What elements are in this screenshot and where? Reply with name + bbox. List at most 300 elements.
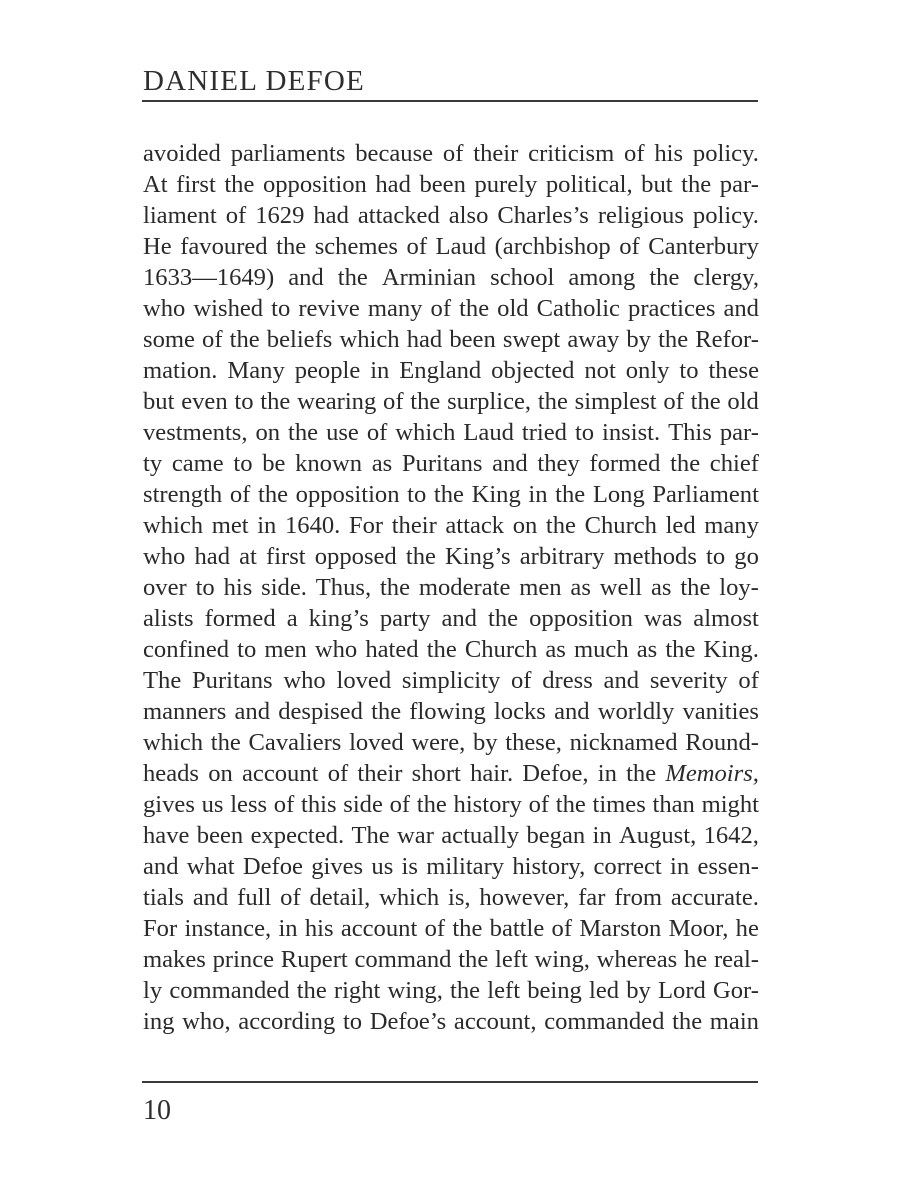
word: short: [411, 760, 461, 787]
word: had: [194, 543, 230, 570]
word: schemes: [314, 233, 399, 260]
word: men: [519, 574, 562, 601]
word: and: [492, 450, 528, 477]
word: Laud: [463, 419, 514, 446]
word: policy.: [692, 140, 759, 167]
word: of: [430, 295, 452, 322]
word: formed: [589, 450, 661, 477]
word: the: [537, 388, 568, 415]
word: who,: [182, 1008, 231, 1035]
text-line: [143, 603, 759, 634]
word: of: [327, 760, 349, 787]
word: surplice,: [447, 388, 532, 415]
word: men: [264, 636, 307, 663]
word: as: [545, 636, 566, 663]
page-number: 10: [143, 1095, 171, 1126]
word: real-: [713, 946, 759, 973]
word: history,: [512, 853, 586, 880]
word: For: [348, 512, 384, 539]
word: Church: [464, 636, 538, 663]
word: been: [196, 822, 244, 849]
word: from: [614, 884, 663, 911]
word: Laud: [435, 233, 487, 260]
word: Many: [227, 357, 285, 384]
text-line: [143, 355, 759, 386]
text-line: [143, 386, 759, 417]
word: of: [406, 233, 428, 260]
word: attack: [445, 512, 505, 539]
word: old: [727, 388, 759, 415]
word: the: [626, 760, 657, 787]
word: He: [143, 233, 172, 260]
word: even: [181, 388, 228, 415]
word: left: [495, 946, 528, 973]
word: the: [224, 171, 255, 198]
word: Catholic: [536, 295, 620, 322]
word: the: [210, 729, 241, 756]
word: the: [276, 233, 307, 260]
word: and: [192, 884, 229, 911]
word: on: [208, 760, 233, 787]
word: the: [379, 574, 410, 601]
word: have: [143, 822, 190, 849]
word: political,: [545, 171, 633, 198]
word: the: [658, 326, 689, 353]
word: vestments,: [143, 419, 248, 446]
word: was: [644, 605, 683, 632]
word: account: [340, 915, 418, 942]
word: ty: [143, 450, 163, 477]
word: alists: [143, 605, 194, 632]
word: side: [343, 791, 383, 818]
word: battle: [489, 915, 545, 942]
word: Moor,: [668, 915, 729, 942]
word: Cavaliers: [248, 729, 342, 756]
word: King.: [703, 636, 759, 663]
word: came: [171, 450, 224, 477]
word: in: [597, 760, 617, 787]
word: of: [442, 140, 464, 167]
word: the: [405, 543, 436, 570]
text-line: [143, 975, 759, 1006]
word: simplest: [574, 388, 657, 415]
word: met: [211, 512, 249, 539]
word: opposition: [529, 605, 633, 632]
word: many: [367, 295, 423, 322]
word: Memoirs,: [665, 760, 759, 787]
word: Thus,: [315, 574, 372, 601]
word: war: [397, 822, 434, 849]
word: of: [202, 326, 223, 353]
word: For: [143, 915, 178, 942]
word: detail,: [309, 884, 371, 911]
word: party: [379, 605, 431, 632]
word: wing,: [534, 946, 590, 973]
word: which: [379, 884, 440, 911]
word: their: [357, 760, 403, 787]
word: moderate: [418, 574, 511, 601]
word: of: [383, 388, 404, 415]
word: of: [424, 915, 446, 942]
word: par-: [719, 171, 759, 198]
word: Lord: [658, 977, 706, 1004]
word: and: [234, 698, 271, 725]
word: Marston: [579, 915, 662, 942]
word: hair.: [470, 760, 514, 787]
word: the: [416, 791, 447, 818]
word: and: [288, 264, 324, 291]
word: to: [342, 1008, 363, 1035]
word: in: [670, 853, 690, 880]
word: history: [453, 791, 522, 818]
word: Canterbury: [648, 233, 759, 260]
word: which: [143, 729, 204, 756]
word: also: [448, 202, 489, 229]
word: instance,: [184, 915, 272, 942]
word: whereas: [596, 946, 678, 973]
word: among: [568, 264, 636, 291]
word: had: [375, 171, 411, 198]
word: and: [441, 605, 477, 632]
word: as: [371, 450, 393, 477]
word: the: [680, 574, 711, 601]
text-line: [143, 665, 759, 696]
word: by: [472, 729, 498, 756]
word: and: [143, 853, 179, 880]
word: the: [670, 450, 701, 477]
word: Defoe’s: [369, 1008, 447, 1035]
word: this: [301, 791, 337, 818]
word: dress: [542, 667, 593, 694]
word: us: [201, 791, 224, 818]
word: to: [706, 543, 726, 570]
word: of: [273, 791, 295, 818]
word: of: [528, 791, 550, 818]
word: is: [401, 853, 418, 880]
word: Gor-: [713, 977, 759, 1004]
word: 1640.: [284, 512, 341, 539]
word: first: [266, 543, 306, 570]
word: (archbishop: [494, 233, 611, 260]
word: these,: [505, 729, 562, 756]
word: and: [603, 667, 640, 694]
word: the: [690, 388, 721, 415]
word: he: [683, 946, 708, 973]
word: away: [567, 326, 620, 353]
word: This: [668, 419, 712, 446]
word: manners: [143, 698, 227, 725]
word: the: [555, 481, 586, 508]
word: hated: [365, 636, 419, 663]
word: but: [143, 388, 175, 415]
word: account: [242, 760, 319, 787]
word: the: [681, 171, 712, 198]
word: objected: [491, 357, 575, 384]
word: began: [526, 822, 586, 849]
word: in: [528, 481, 548, 508]
word: school: [490, 264, 555, 291]
word: right: [333, 977, 381, 1004]
word: the: [555, 791, 586, 818]
word: left: [487, 977, 521, 1004]
word: than: [652, 791, 695, 818]
word: purely: [474, 171, 538, 198]
word: far: [578, 884, 606, 911]
word: according: [238, 1008, 336, 1035]
word: practices: [628, 295, 716, 322]
word: to: [234, 388, 254, 415]
word: prince: [212, 946, 275, 973]
word: much: [573, 636, 629, 663]
word: Puritans: [192, 667, 273, 694]
word: king’s: [308, 605, 369, 632]
header-rule: [142, 100, 758, 102]
word: his: [654, 140, 684, 167]
word: tried: [521, 419, 567, 446]
word: worldly: [597, 698, 675, 725]
word: formed: [204, 605, 276, 632]
word: 1633—1649): [143, 264, 275, 291]
text-line: [143, 820, 759, 851]
word: the: [426, 636, 457, 663]
word: as: [570, 574, 591, 601]
text-line: [143, 479, 759, 510]
word: clergy,: [693, 264, 759, 291]
text-line: [143, 727, 759, 758]
word: the: [337, 264, 368, 291]
word: The: [143, 667, 182, 694]
word: flowing: [409, 698, 486, 725]
word: the: [260, 388, 291, 415]
word: of: [225, 202, 247, 229]
word: of: [624, 140, 645, 167]
word: the: [257, 481, 289, 508]
text-line: [143, 510, 759, 541]
word: expected.: [250, 822, 345, 849]
word: par-: [719, 419, 759, 446]
word: their: [473, 140, 519, 167]
word: to: [195, 574, 215, 601]
word: opposition: [262, 171, 367, 198]
word: been: [449, 326, 496, 353]
word: as: [636, 636, 658, 663]
body-text: [143, 138, 759, 1037]
word: The: [351, 822, 390, 849]
word: Arminian: [381, 264, 477, 291]
word: insist.: [602, 419, 661, 446]
word: the: [229, 326, 260, 353]
word: is,: [448, 884, 471, 911]
word: loved: [349, 729, 404, 756]
word: Puritans: [401, 450, 483, 477]
word: their: [391, 512, 437, 539]
word: methods: [613, 543, 697, 570]
word: in: [278, 915, 298, 942]
word: commanded: [169, 977, 290, 1004]
word: the: [665, 636, 696, 663]
text-line: [143, 293, 759, 324]
word: not: [584, 357, 616, 384]
word: of: [551, 915, 573, 942]
word: of: [280, 884, 301, 911]
word: actually: [441, 822, 520, 849]
word: loved: [336, 667, 392, 694]
word: and: [723, 295, 759, 322]
word: these: [708, 357, 759, 384]
word: strength: [143, 481, 223, 508]
word: been: [419, 171, 466, 198]
word: well: [599, 574, 643, 601]
word: command: [354, 946, 452, 973]
word: what: [186, 853, 235, 880]
word: locks: [493, 698, 546, 725]
word: a: [286, 605, 298, 632]
text-line: [143, 417, 759, 448]
word: the: [488, 605, 519, 632]
word: first: [176, 171, 216, 198]
word: the: [433, 481, 464, 508]
text-line: [143, 262, 759, 293]
word: had: [313, 202, 349, 229]
word: which: [143, 512, 204, 539]
word: essen-: [697, 853, 759, 880]
word: to: [679, 357, 699, 384]
word: of: [619, 233, 640, 260]
word: policy.: [692, 202, 759, 229]
word: wing,: [387, 977, 443, 1004]
word: might: [701, 791, 759, 818]
text-line: [143, 882, 759, 913]
word: military: [426, 853, 505, 880]
word: led: [589, 977, 620, 1004]
word: Defoe,: [522, 760, 589, 787]
word: were,: [411, 729, 466, 756]
word: and: [554, 698, 590, 725]
word: at: [239, 543, 257, 570]
word: England: [399, 357, 482, 384]
text-line: [143, 572, 759, 603]
word: only: [625, 357, 670, 384]
text-line: [143, 541, 759, 572]
word: August,: [619, 822, 697, 849]
word: to: [237, 636, 257, 663]
word: 1629: [255, 202, 305, 229]
word: beliefs: [266, 326, 333, 353]
running-head: DANIEL DEFOE: [143, 65, 365, 97]
word: by: [626, 326, 651, 353]
word: of: [366, 419, 388, 446]
word: to: [407, 481, 427, 508]
word: in: [370, 357, 390, 384]
word: Rupert: [280, 946, 348, 973]
word: on: [255, 419, 281, 446]
word: the: [296, 977, 327, 1004]
word: swept: [502, 326, 561, 353]
text-line: [143, 944, 759, 975]
word: commanded: [544, 1008, 665, 1035]
footer-rule: [142, 1081, 758, 1083]
word: of: [229, 481, 251, 508]
word: to: [271, 295, 291, 322]
text-line: [143, 231, 759, 262]
word: chief: [709, 450, 759, 477]
text-line: [143, 634, 759, 665]
word: heads: [143, 760, 199, 787]
text-line: [143, 696, 759, 727]
word: simplicity: [401, 667, 501, 694]
word: opposed: [314, 543, 397, 570]
word: confined: [143, 636, 230, 663]
word: the: [452, 915, 483, 942]
word: his: [223, 574, 253, 601]
word: the: [545, 512, 576, 539]
word: who: [143, 543, 186, 570]
word: main: [709, 1008, 759, 1035]
word: less: [230, 791, 268, 818]
word: old: [497, 295, 529, 322]
word: gives: [311, 853, 364, 880]
word: wished: [193, 295, 264, 322]
word: of: [738, 667, 759, 694]
word: led: [665, 512, 696, 539]
word: arbitrary: [519, 543, 605, 570]
word: makes: [143, 946, 206, 973]
text-line: [143, 324, 759, 355]
word: ing: [143, 1008, 175, 1035]
word: gives: [143, 791, 195, 818]
word: correct: [593, 853, 662, 880]
word: almost: [693, 605, 759, 632]
word: go: [734, 543, 759, 570]
word: revive: [298, 295, 360, 322]
word: Long: [592, 481, 645, 508]
word: the: [288, 419, 319, 446]
word: being: [527, 977, 582, 1004]
word: favoured: [180, 233, 268, 260]
word: tials: [143, 884, 184, 911]
word: some: [143, 326, 195, 353]
word: Charles’s: [497, 202, 589, 229]
text-line: [143, 448, 759, 479]
word: the: [458, 946, 489, 973]
word: religious: [597, 202, 684, 229]
word: in: [257, 512, 277, 539]
word: to: [574, 419, 595, 446]
word: King: [471, 481, 521, 508]
word: Round-: [685, 729, 759, 756]
word: which: [395, 419, 456, 446]
word: who: [283, 667, 326, 694]
word: many: [704, 512, 759, 539]
text-line: [143, 1006, 759, 1037]
word: mation.: [143, 357, 218, 384]
text-line: [143, 758, 759, 789]
word: by: [626, 977, 651, 1004]
word: as: [650, 574, 672, 601]
word: over: [143, 574, 187, 601]
word: of: [663, 388, 684, 415]
text-line: [143, 169, 759, 200]
word: the: [459, 295, 490, 322]
word: of: [389, 791, 411, 818]
word: they: [537, 450, 580, 477]
word: account,: [453, 1008, 537, 1035]
word: but: [641, 171, 673, 198]
word: be: [262, 450, 286, 477]
word: because: [355, 140, 434, 167]
word: despised: [278, 698, 363, 725]
word: who: [143, 295, 186, 322]
